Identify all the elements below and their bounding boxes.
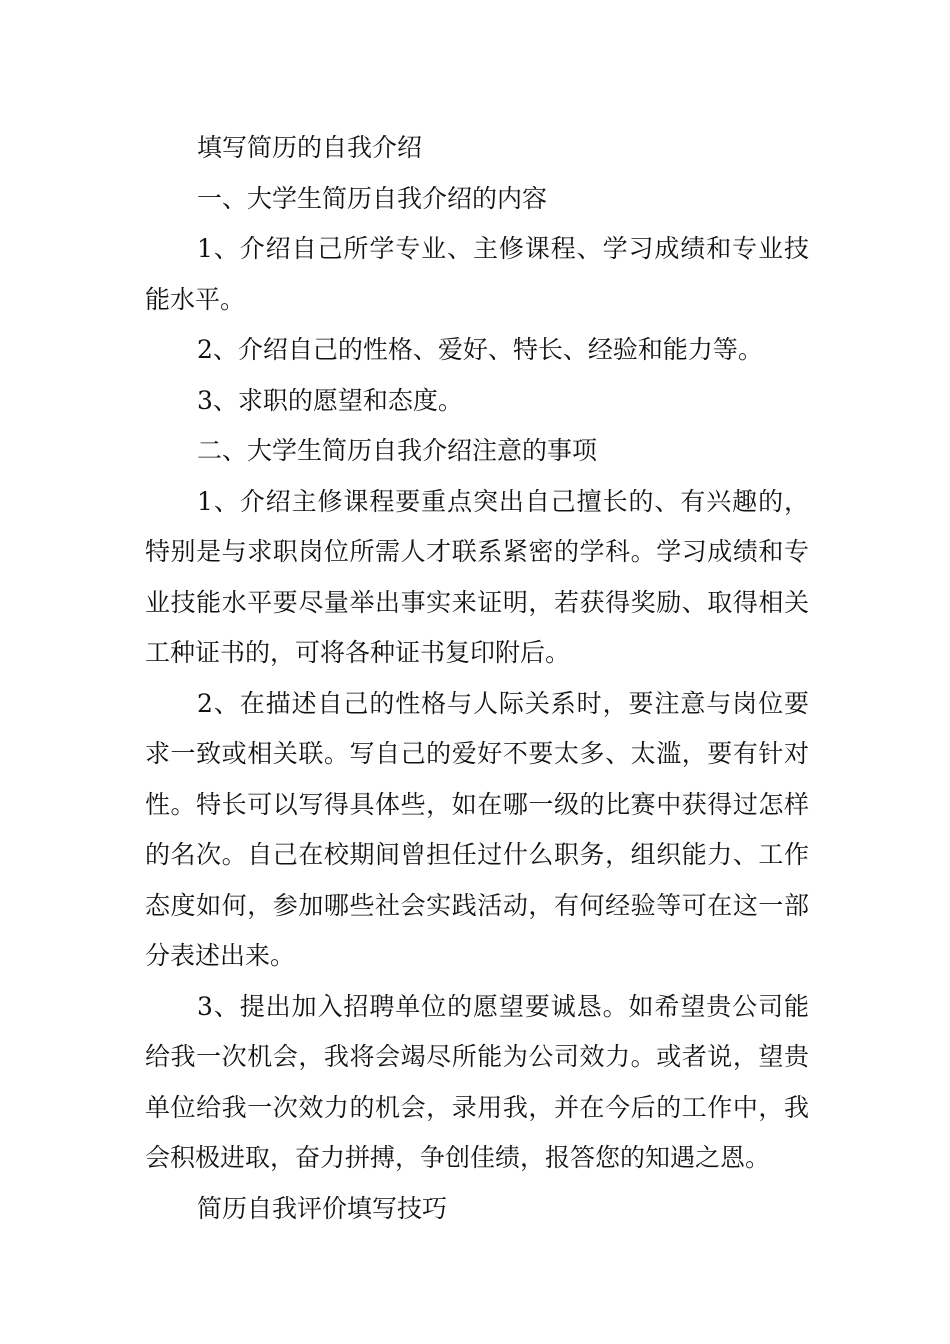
- section-heading: 二、大学生简历自我介绍注意的事项: [197, 436, 598, 465]
- paragraph: 1、介绍主修课程要重点突出自己擅长的、有兴趣的，特别是与求职岗位所需人才联系紧密的学科。学习成绩和专业技能水平要尽量举出事实来证明，若获得奖励、取得相关工种证书的，可将各种证书复印附后。: [145, 486, 809, 667]
- section-heading: 简历自我评价填写技巧: [197, 1193, 448, 1223]
- paragraph: 3、提出加入招聘单位的愿望要诚恳。如希望贵公司能给我一次机会，我将会竭尽所能为公司效力。或者说，望贵单位给我一次效力的机会，录用我，并在今后的工作中，我会积极进取，奋力拼搏，争创佳绩，报答您的知遇之恩。: [145, 991, 809, 1172]
- section-heading: 一、大学生简历自我介绍的内容: [197, 183, 548, 213]
- document-body: [145, 123, 809, 1234]
- paragraph: 1、介绍自己所学专业、主修课程、学习成绩和专业技能水平。: [145, 234, 809, 314]
- paragraph: 2、在描述自己的性格与人际关系时，要注意与岗位要求一致或相关联。写自己的爱好不要太多、太滥，要有针对性。特长可以写得具体些，如在哪一级的比赛中获得过怎样的名次。自己在校期间曾担任过什么职务，组织能力、工作态度如何，参加哪些社会实践活动，有何经验等可在这一部分表述出来。: [145, 688, 809, 970]
- paragraph: 2、介绍自己的性格、爱好、特长、经验和能力等。: [197, 335, 763, 364]
- paragraph: 3、求职的愿望和态度。: [197, 385, 463, 415]
- document-title: 填写简历的自我介绍: [197, 133, 423, 162]
